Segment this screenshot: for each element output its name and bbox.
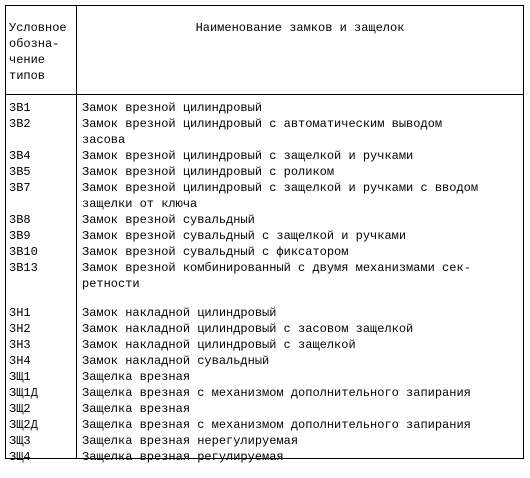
type-name-line: Замок врезной сувальдный [82,213,255,227]
table-row [6,369,523,385]
type-name-line: ретности [82,277,140,291]
type-name [76,148,523,164]
table-row [6,337,523,353]
type-name-line: Замок врезной цилиндровый с защелкой и ручками с вводом [82,181,479,195]
header-code-column [9,20,75,84]
type-code: ЗЩ1 [9,370,31,384]
type-name [76,100,523,116]
type-name-line: Замок врезной сувальдный с защелкой и ручками [82,229,407,243]
table-row [6,180,523,212]
type-name-line: Защелка врезная [82,402,191,416]
table-row [6,164,523,180]
header-name-column: Наименование замков и защелок [195,21,405,35]
type-name-line: Замок врезной цилиндровый [82,101,263,115]
type-code: ЗЩ2 [9,402,31,416]
type-name-line: Защелка врезная регулируемая [82,450,284,464]
table-row [6,148,523,164]
type-code: ЗЩ1Д [9,386,38,400]
table-row [6,100,523,116]
type-code: 3В2 [9,117,31,131]
table-row [6,244,523,260]
table-row [6,228,523,244]
table-row [6,449,523,465]
type-code: 3Н1 [9,306,31,320]
type-code: 3В7 [9,181,31,195]
header-code-line: Условное [9,21,67,35]
header-code-line: обозна- [9,37,60,51]
type-name-line: Замок накладной сувальдный [82,354,270,368]
table-row [6,385,523,401]
table-row [6,321,523,337]
type-name-line: Защелка врезная [82,370,191,384]
type-name-line: Замок врезной цилиндровый с защелкой и ручками [82,149,414,163]
type-code: 3В10 [9,245,38,259]
type-name-line: Замок накладной цилиндровый с защелкой [82,338,356,352]
table-row [6,305,523,321]
type-name [76,180,523,212]
type-code: 3Н2 [9,322,31,336]
type-code: 3Н4 [9,354,31,368]
table-row [6,116,523,148]
type-name [76,260,523,292]
lock-types-table [5,5,524,464]
type-name [76,321,523,337]
type-name [76,433,523,449]
table-row [6,401,523,417]
header-divider [6,94,523,95]
table-row [6,433,523,449]
type-name [76,337,523,353]
type-name [76,164,523,180]
type-name [76,212,523,228]
type-code: 3В4 [9,149,31,163]
type-code: 3В13 [9,261,38,275]
type-name-line: защелки от ключа [82,197,198,211]
type-name [76,116,523,148]
type-name [76,417,523,433]
type-code: ЗЩ2Д [9,418,38,432]
type-name [76,305,523,321]
type-name-line: Защелка врезная нерегулируемая [82,434,299,448]
table-group [6,305,523,465]
table-row [6,417,523,433]
header-code-line: типов [9,69,46,83]
type-code: ЗЩ3 [9,434,31,448]
type-name [76,369,523,385]
table-row [6,353,523,369]
type-code: ЗЩ4 [9,450,31,464]
type-name-line: засова [82,133,126,147]
type-name-line: Замок врезной цилиндровый с роликом [82,165,335,179]
table-row [6,212,523,228]
type-name-line: Замок врезной цилиндровый с автоматическим выводом [82,117,443,131]
type-code: 3Н3 [9,338,31,352]
type-name [76,353,523,369]
type-name [76,244,523,260]
type-name [76,228,523,244]
type-name [76,401,523,417]
type-name-line: Замок врезной сувальдный с фиксатором [82,245,349,259]
table-body [6,100,523,478]
type-code: 3В5 [9,165,31,179]
type-name-line: Замок накладной цилиндровый [82,306,277,320]
table-group [6,100,523,292]
type-name-line: Замок врезной комбинированный с двумя механизмами сек- [82,261,471,275]
type-code: 3В9 [9,229,31,243]
type-name-line: Защелка врезная с механизмом дополнительного запирания [82,386,471,400]
type-code: 3В8 [9,213,31,227]
type-name [76,385,523,401]
type-name-line: Замок накладной цилиндровый с засовом защелкой [82,322,414,336]
type-name-line: Защелка врезная с механизмом дополнительного запирания [82,418,471,432]
type-code: 3В1 [9,101,31,115]
header-code-line: чение [9,53,46,67]
type-name [76,449,523,465]
table-row [6,260,523,292]
